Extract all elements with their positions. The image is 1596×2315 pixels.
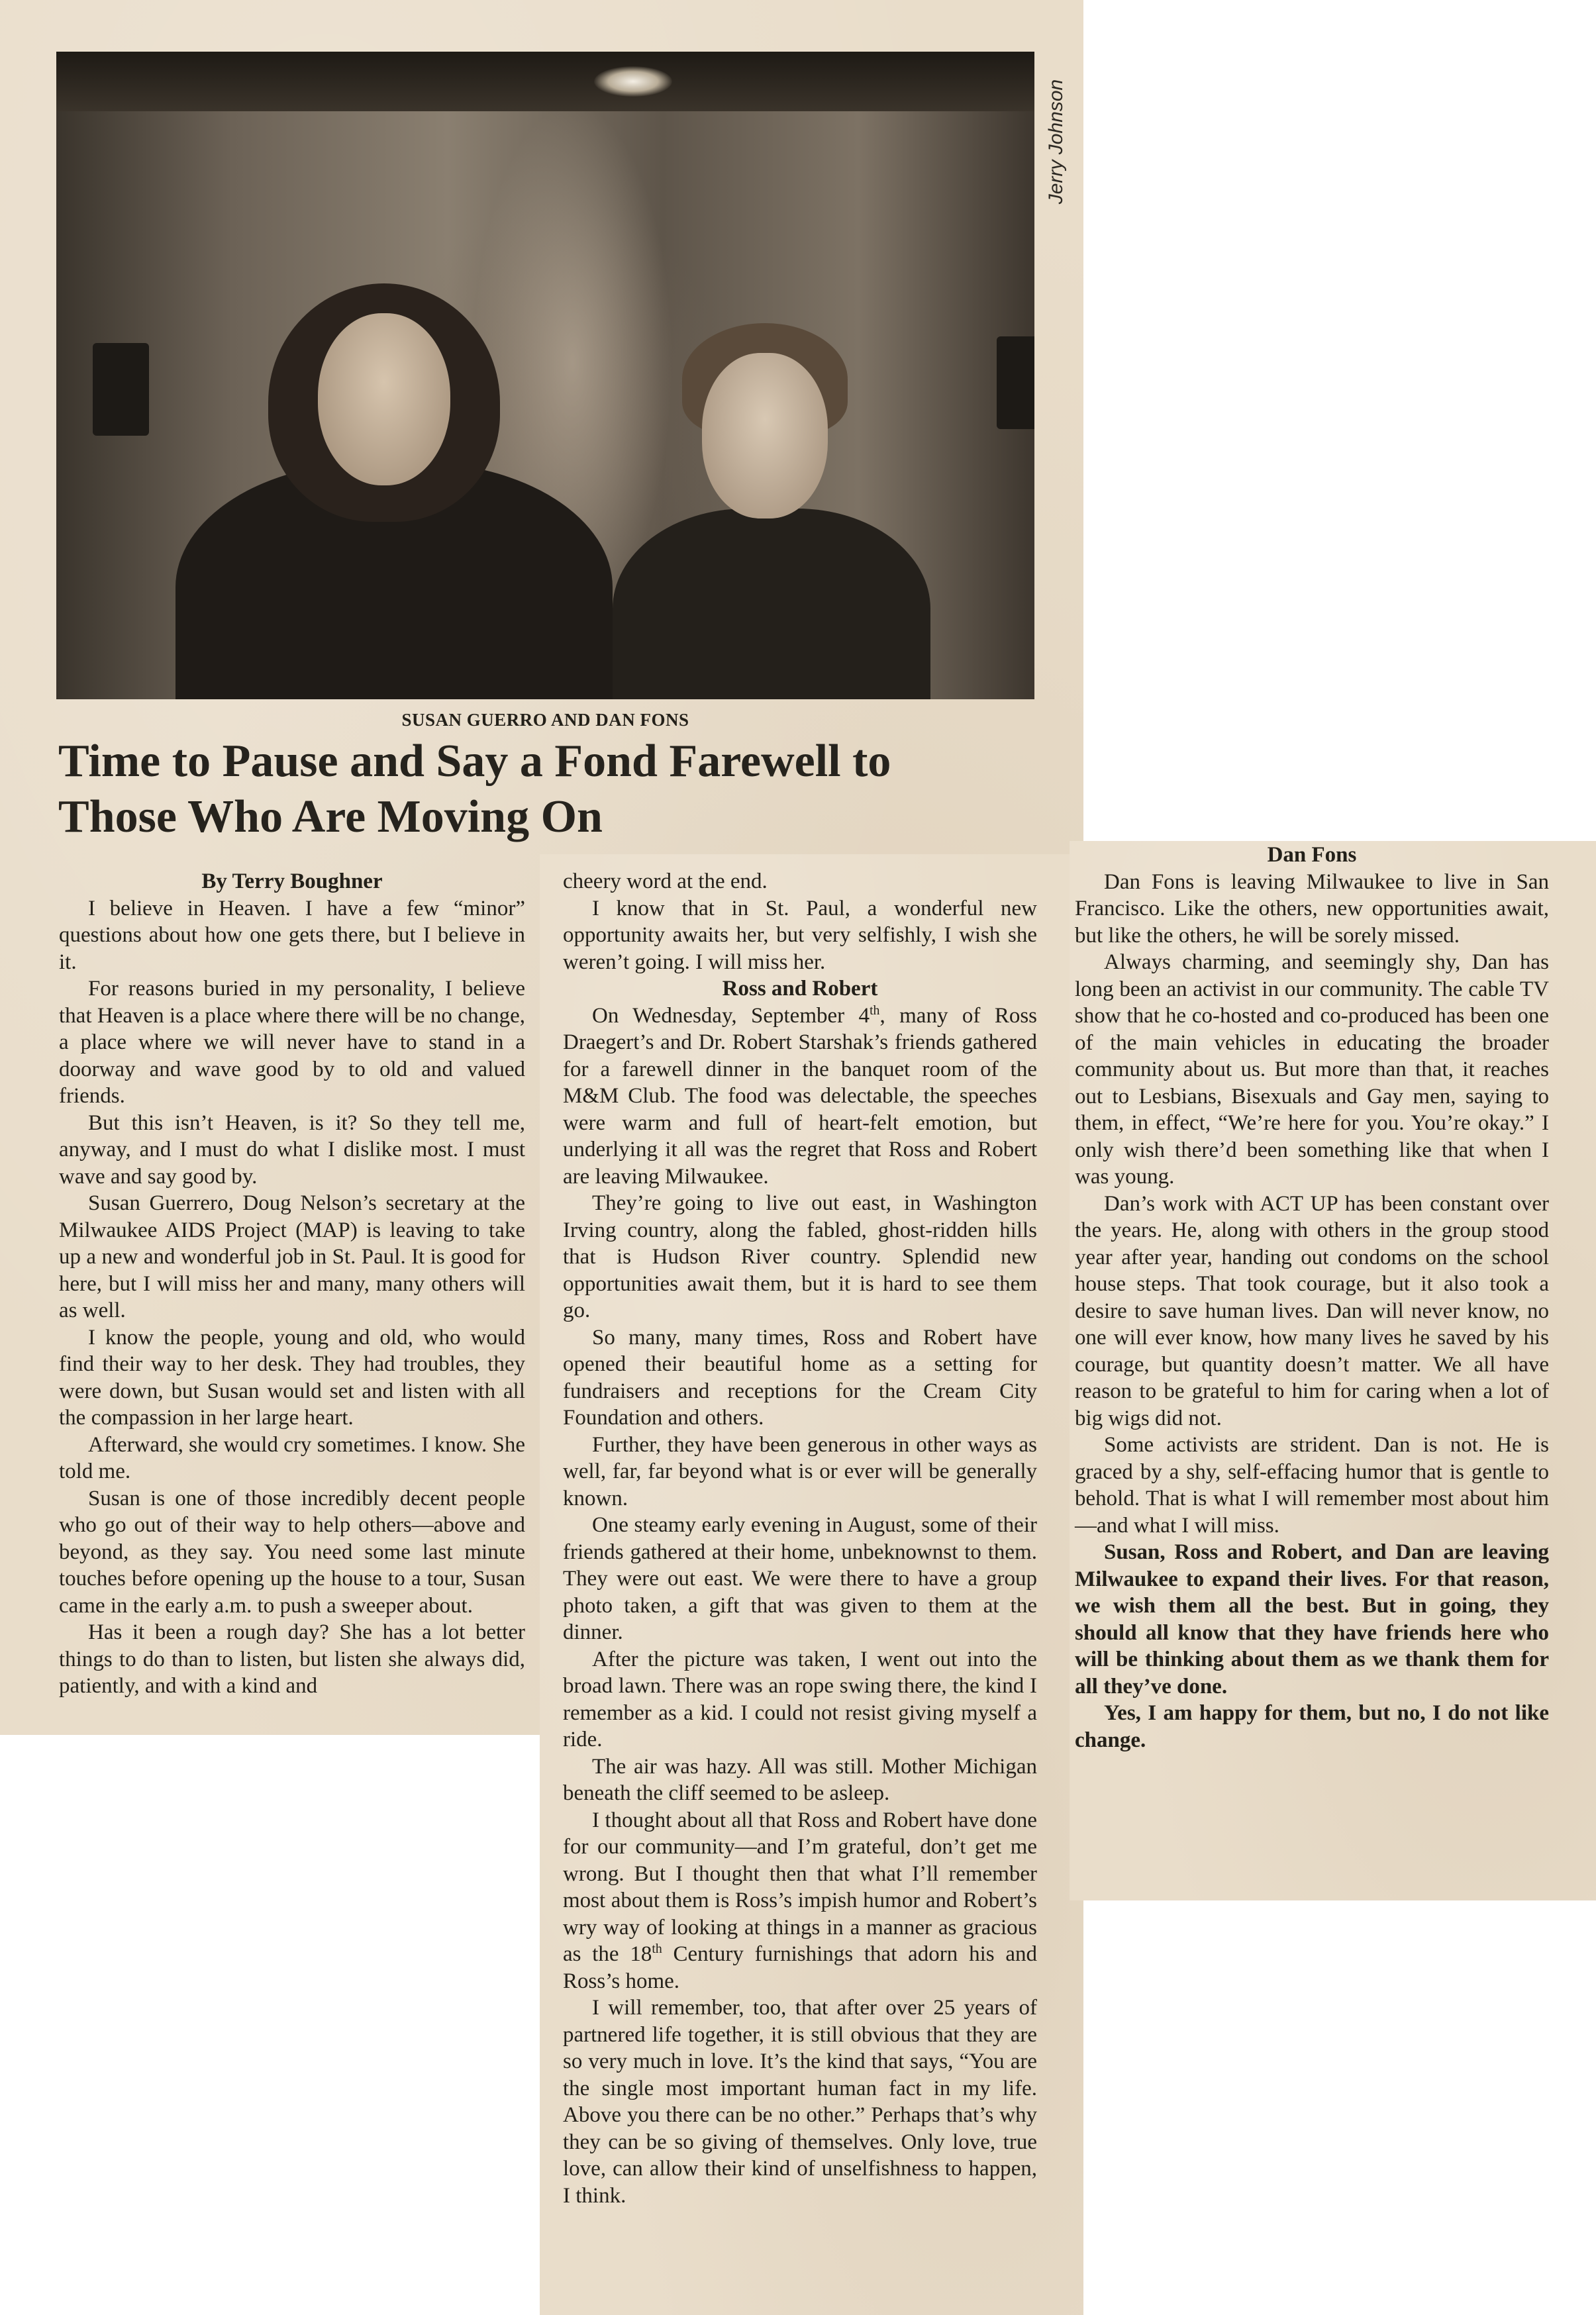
photo-credit-text: Jerry Johnson: [1045, 79, 1067, 205]
paragraph: cheery word at the end.: [563, 869, 768, 893]
photo-speaker-left: [93, 343, 149, 436]
photo-ceiling-lamp: [594, 66, 672, 97]
photo-credit: [1045, 69, 1068, 215]
paragraph: For reasons buried in my personality, I believe that Heaven is a place where there will be no change, a place where we will never have to stand in a doorway and wave good by to old and valued friends.: [59, 977, 525, 1108]
paragraph: But this isn’t Heaven, is it? So they tell me, anyway, and I must do what I dislike most. I must wave and say good by.: [59, 1110, 525, 1189]
paragraph: Further, they have been generous in other ways as well, far, far beyond what is or ever will be generally known.: [563, 1432, 1037, 1510]
paragraph: [563, 1003, 1037, 1191]
ordinal-suffix: th: [652, 1942, 662, 1956]
photo-person-woman-face: [318, 313, 450, 485]
photo-caption: SUSAN GUERRO AND DAN FONS: [401, 710, 689, 730]
closing-paragraph: Yes, I am happy for them, but no, I do not like change.: [1075, 1701, 1549, 1752]
paragraph-text: I thought about all that Ross and Robert have done for our community—and I’m grateful, don’t get me wrong. But I thought then that what I’ll remember most about them is Ross’s impish humor and Robert’s wry way of looking at things in a manner as gracious as the 18: [563, 1808, 1037, 1966]
photo-speaker-right: [997, 336, 1034, 429]
paragraph: I know the people, young and old, who would find their way to her desk. They had troubles, they were down, but Susan would set and listen with all the compassion in her large heart.: [59, 1325, 525, 1430]
paragraph: After the picture was taken, I went out into the broad lawn. There was an rope swing there, the kind I remember as a kid. I could not resist giving myself a ride.: [563, 1647, 1037, 1751]
paragraph: Dan Fons is leaving Milwaukee to live in San Francisco. Like the others, new opportunities await, but like the others, he will be sorely missed.: [1075, 869, 1549, 948]
photo-ceiling: [56, 52, 1034, 111]
paragraph: They’re going to live out east, in Washington Irving country, along the fabled, ghost-ridden hills that is Hudson River country. Splendid new opportunities await them, but it is hard to see them go.: [563, 1191, 1037, 1322]
headline-line-1: Time to Pause and Say a Fond Farewell to: [58, 736, 891, 787]
subhead-dan-fons: Dan Fons: [1267, 843, 1357, 867]
article-headline: [58, 734, 1052, 845]
paragraph: Susan is one of those incredibly decent people who go out of their way to help others—above and beyond, as they say. You need some last minute touches before opening up the house to a tour, Susan came in the early a.m. to push a sweeper about.: [59, 1486, 525, 1618]
article-photo: [56, 52, 1034, 699]
photo-person-man-face: [702, 353, 828, 518]
paragraph: Afterward, she would cry sometimes. I know. She told me.: [59, 1432, 525, 1483]
paragraph: One steamy early evening in August, some of their friends gathered at their home, unbeknownst to them. They were out east. We were there to have a group photo taken, a gift that was given to them at the dinner.: [563, 1513, 1037, 1644]
byline: By Terry Boughner: [201, 869, 383, 893]
paragraph: Some activists are strident. Dan is not. He is graced by a shy, self-effacing humor that is gentle to behold. That is what I will remember most about him—and what I will miss.: [1075, 1433, 1549, 1538]
paragraph: I believe in Heaven. I have a few “minor” questions about how one gets there, but I believe in it.: [59, 896, 525, 974]
paragraph-text: Century furnishings that adorn his and Ross’s home.: [563, 1942, 1037, 1993]
paragraph: Susan Guerrero, Doug Nelson’s secretary at the Milwaukee AIDS Project (MAP) is leaving to take up a new and wonderful job in St. Paul. It is good for here, but I will miss her and many, many others will as well.: [59, 1191, 525, 1322]
paragraph: Has it been a rough day? She has a lot better things to do than to listen, but listen she always did, patiently, and with a kind and: [59, 1620, 525, 1698]
headline-line-2: Those Who Are Moving On: [58, 791, 603, 842]
paragraph: Always charming, and seemingly shy, Dan has long been an activist in our community. The cable TV show that he co-hosted and co-produced has been one of the main vehicles in educating the broader community about us. But more than that, it reaches out to Lesbians, Bisexuals and Gay men, saying to them, in effect, “We’re here for you. You’re okay.” I only wish there’d been something like that when I was young.: [1075, 950, 1549, 1189]
ordinal-suffix: th: [870, 1003, 880, 1018]
paragraph: Susan, Ross and Robert, and Dan are leaving Milwaukee to expand their lives. For that reason, we wish them all the best. But in going, they should all know that they have friends here who will be thinking about them as we thank them for all they’ve done.: [1075, 1540, 1549, 1699]
paragraph: [563, 1807, 1037, 1995]
photo-person-man-body: [613, 509, 930, 699]
article-column-1: [59, 868, 525, 1700]
paragraph-text: , many of Ross Draegert’s and Dr. Robert Starshak’s friends gathered for a farewell dinner in the banquet room of the M&M Club. The food was delectable, the speeches were warm and full of heart-felt emotion, but underlying it all was the regret that Ross and Robert are leaving Milwaukee.: [563, 1003, 1038, 1189]
subhead-ross-and-robert: Ross and Robert: [722, 977, 878, 1001]
paragraph: I will remember, too, that after over 25 years of partnered life together, it is still obvious that they are so very much in love. It’s the kind that says, “You are the single most important human fact in my life. Above you there can be no other.” Perhaps that’s why they can be so giving of themselves. Only love, true love, can allow their kind of unselfishness to happen, I think.: [563, 1996, 1037, 2208]
paragraph: The air was hazy. All was still. Mother Michigan beneath the cliff seemed to be asleep.: [563, 1754, 1037, 1805]
article-column-3: [1075, 842, 1549, 1753]
paragraph-text: On Wednesday, September 4: [592, 1003, 870, 1028]
article-column-2: [563, 868, 1037, 2209]
paragraph: I know that in St. Paul, a wonderful new opportunity awaits her, but very selfishly, I wish she weren’t going. I will miss her.: [563, 896, 1037, 974]
paragraph: Dan’s work with ACT UP has been constant over the years. He, along with others in the group stood year after year, handing out condoms on the school house steps. That took courage, but it also took a desire to save human lives. Dan will never know, no one will ever know, how many lives he saved by his courage, but quantity doesn’t matter. We all have reason to be grateful to him for caring when a lot of big wigs did not.: [1075, 1191, 1549, 1430]
paragraph: So many, many times, Ross and Robert have opened their beautiful home as a setting for fundraisers and receptions for the Cream City Foundation and others.: [563, 1325, 1037, 1430]
